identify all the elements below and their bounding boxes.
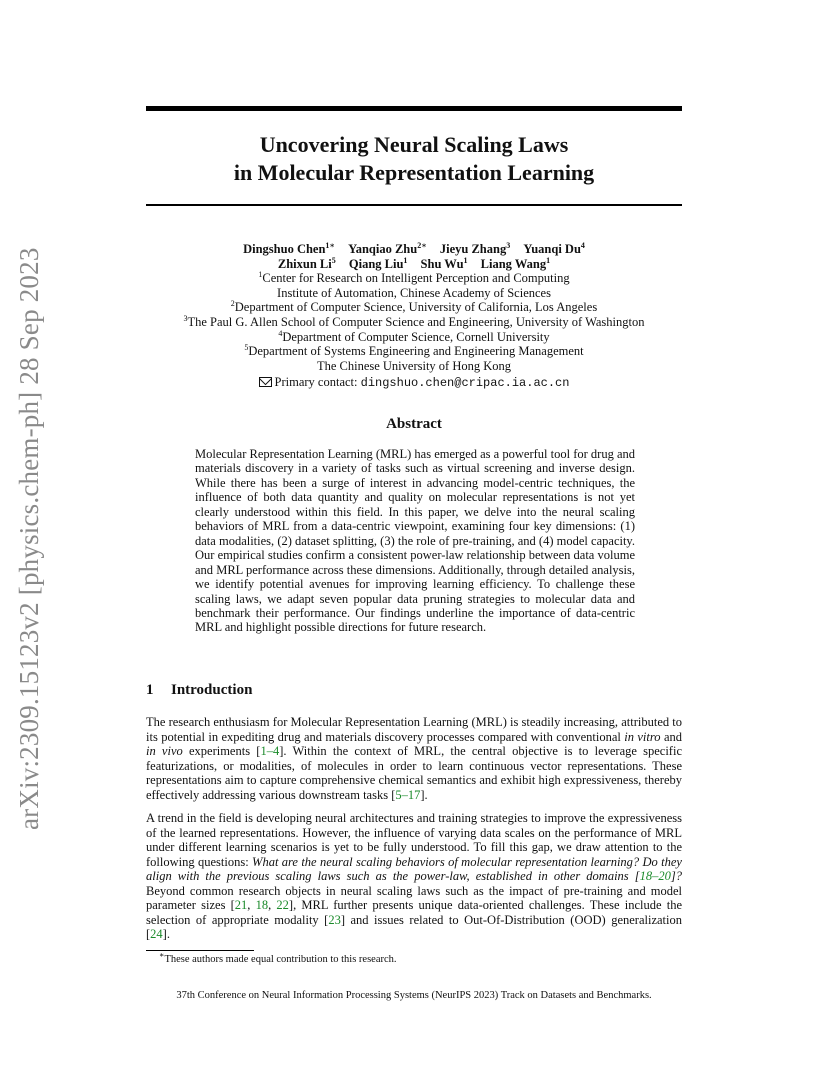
affiliation: $^3$The Paul G. Allen School of Computer Science and Engineering, University of Washington <box>183 313 645 329</box>
conference-footer: 37th Conference on Neural Information Processing Systems (NeurIPS 2023) Track on Datasets and Benchmarks. <box>176 990 652 1001</box>
citation-link[interactable]: 18 <box>255 898 269 912</box>
footnote: ∗These authors made equal contribution to this research. <box>159 950 397 965</box>
section-number: 1 <box>146 682 154 698</box>
author-block <box>146 242 682 391</box>
section-heading <box>146 682 252 699</box>
citation-link[interactable]: 1 <box>260 744 267 758</box>
affiliation: $^4$Department of Computer Science, Cornell University <box>278 328 550 344</box>
citation-link[interactable]: 24 <box>150 927 163 941</box>
citation-link[interactable]: 22 <box>276 898 289 912</box>
affiliation: The Chinese University of Hong Kong <box>316 358 512 373</box>
affiliation: $^2$Department of Computer Science, University of California, Los Angeles <box>230 299 598 315</box>
author: Yuanqi Du$^4$ <box>523 240 585 256</box>
author: Jieyu Zhang$^3$ <box>439 240 511 256</box>
arxiv-identifier: arXiv:2309.15123v2 [physics.chem-ph] 28 Sep 2023 <box>14 247 44 830</box>
author: Yanqiao Zhu$^{2∗}$ <box>348 240 427 256</box>
affiliation: Institute of Automation, Chinese Academy of Sciences <box>277 285 551 300</box>
author-line-2 <box>146 257 682 272</box>
author: Liang Wang$^1$ <box>480 255 551 271</box>
citation-link[interactable]: 23 <box>328 912 341 927</box>
affiliation: $^1$Center for Research on Intelligent Perception and Computing <box>258 270 570 286</box>
title-top-rule <box>146 106 682 111</box>
citation-link[interactable]: 21 <box>234 898 248 912</box>
citation-link[interactable]: 17 <box>407 787 421 802</box>
paper-title <box>146 131 682 187</box>
author: Qiang Liu$^1$ <box>348 255 408 271</box>
intro-paragraph-2: A trend in the field is developing neural architectures and training strategies to improve the expressiveness of the learned representations. However, the influence of varying data scales on the performance of MRL under different learning scenarios is yet to be fully understood. To fill this gap, we draw attention to the following questions: What are the neural scaling behaviors of molecular representation learning? Do they align with the previous scaling laws such as the power-law, established in other domains [18–20]? Beyond common research objects in neural scaling laws such as the impact of pre-training and model parameter sizes [21, 18, 22], MRL further presents unique data-oriented challenges. These include the selection of appropriate modality [23] and issues related to Out-Of-Distribution (OOD) generalization [24]. <box>146 811 682 941</box>
contact-label: Primary contact: <box>274 375 361 390</box>
citation-link[interactable]: 20 <box>658 869 671 883</box>
author: Shu Wu$^1$ <box>420 255 468 271</box>
primary-contact <box>146 375 682 391</box>
abstract-heading: Abstract <box>386 416 442 432</box>
author: Zhixun Li$^5$ <box>277 255 336 271</box>
contact-email[interactable]: dingshuo.chen@cripac.ia.ac.cn <box>360 376 570 391</box>
section-title: Introduction <box>171 682 253 698</box>
citation-link[interactable]: 4 <box>272 744 280 758</box>
title-bottom-rule <box>146 204 682 206</box>
abstract-body: Molecular Representation Learning (MRL) has emerged as a powerful tool for drug and materials discovery in a variety of tasks such as virtual screening and inverse design. While there has been a surge of interest in advancing model-centric techniques, the influence of both data quantity and quality on molecular representations is not yet clearly understood within this field. In this paper, we delve into the neural scaling behaviors of MRL from a data-centric viewpoint, examining four key dimensions: (1) data modalities, (2) dataset splitting, (3) the role of pre-training, and (4) model capacity. Our empirical studies confirm a consistent power-law relationship between data volume and MRL performance across these dimensions. Additionally, through detailed analysis, we identify potential avenues for improving learning efficiency. To challenge these scaling laws, we adapt seven popular data pruning strategies to molecular data and benchmark their performance. Our findings underline the importance of data-centric MRL and highlight possible directions for future research. <box>195 447 635 635</box>
affiliation: $^5$Department of Systems Engineering and Engineering Management <box>244 343 584 359</box>
citation-link[interactable]: 18 <box>639 869 653 883</box>
author: Dingshuo Chen$^{1∗}$ <box>243 240 335 256</box>
title-line-1: Uncovering Neural Scaling Laws <box>259 132 569 157</box>
title-line-2: in Molecular Representation Learning <box>233 160 595 185</box>
envelope-icon <box>259 377 272 387</box>
author-line-1 <box>146 242 682 257</box>
citation-link[interactable]: 5 <box>395 787 402 802</box>
intro-paragraph-1: The research enthusiasm for Molecular Representation Learning (MRL) is steadily increasing, attributed to its potential in expediting drug and materials discovery processes compared with conventional in vitro and in vivo experiments [1–4]. Within the context of MRL, the central objective is to leverage specific featurizations, or modalities, of molecules in order to learn continuous vector representations. These representations aim to capture comprehensive chemical semantics and exhibit high expressiveness, thereby effectively addressing various downstream tasks [5–17]. <box>146 715 682 802</box>
